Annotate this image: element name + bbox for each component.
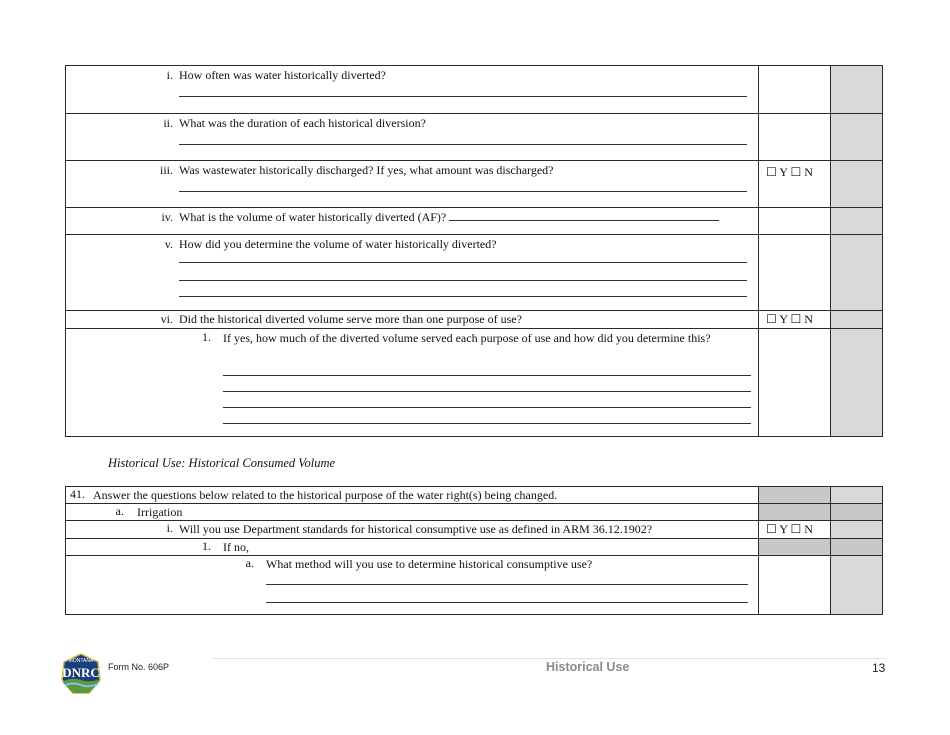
office-use-cell <box>831 66 883 114</box>
item-number: vi. <box>160 312 173 326</box>
office-use-cell <box>831 235 883 311</box>
question-text: How did you determine the volume of water historically diverted? <box>179 237 497 251</box>
question-cell <box>66 208 759 235</box>
answer-line[interactable] <box>179 262 747 263</box>
answer-cell[interactable] <box>759 66 831 114</box>
question-text: Irrigation <box>137 505 183 519</box>
office-use-cell <box>831 161 883 208</box>
question-text: How often was water historically diverted? <box>179 68 386 82</box>
yes-no-label[interactable]: ☐ Y ☐ N <box>766 522 813 536</box>
answer-cell[interactable] <box>759 114 831 161</box>
item-number: 1. <box>202 330 211 344</box>
table-row <box>66 161 883 208</box>
question-cell <box>66 556 759 615</box>
answer-line[interactable] <box>449 220 719 221</box>
item-number: a. <box>245 556 254 570</box>
office-use-cell <box>831 556 883 615</box>
yes-no-checkbox[interactable] <box>759 311 831 329</box>
table-row <box>66 208 883 235</box>
question-cell <box>66 539 759 556</box>
answer-line[interactable] <box>179 280 747 281</box>
table-row <box>66 504 883 521</box>
answer-cell[interactable] <box>759 208 831 235</box>
question-text: Answer the questions below related to the historical purpose of the water right(s) being changed. <box>93 488 558 502</box>
table-row <box>66 487 883 504</box>
office-use-cell <box>831 487 883 504</box>
historical-diversion-table <box>65 65 883 437</box>
historical-consumed-volume-table <box>65 486 883 615</box>
answer-line[interactable] <box>179 191 747 192</box>
item-number: i. <box>166 521 173 535</box>
question-text: If yes, how much of the diverted volume served each purpose of use and how did you determine this? <box>223 331 711 345</box>
answer-line[interactable] <box>179 96 747 97</box>
question-cell <box>66 487 759 504</box>
form-number: Form No. 606P <box>108 662 170 672</box>
answer-line[interactable] <box>223 423 751 424</box>
question-text: If no, <box>223 540 249 554</box>
item-number: 1. <box>202 539 211 553</box>
office-use-cell <box>831 311 883 329</box>
yes-no-checkbox[interactable] <box>759 521 831 539</box>
logo-text: DNRC <box>62 665 100 680</box>
office-use-cell <box>831 504 883 521</box>
answer-line[interactable] <box>179 296 747 297</box>
yes-no-checkbox[interactable] <box>759 161 831 208</box>
answer-line[interactable] <box>266 584 748 585</box>
section-heading: Historical Use: Historical Consumed Volume <box>108 456 336 470</box>
table-row <box>66 521 883 539</box>
question-text: What was the duration of each historical diversion? <box>179 116 426 130</box>
answer-line[interactable] <box>266 602 748 603</box>
page-number: 13 <box>872 661 886 675</box>
answer-line[interactable] <box>179 144 747 145</box>
question-text: Was wastewater historically discharged? If yes, what amount was discharged? <box>179 163 554 177</box>
table-row <box>66 114 883 161</box>
question-cell <box>66 66 759 114</box>
question-cell <box>66 311 759 329</box>
shaded-cell <box>759 504 831 521</box>
table-row <box>66 556 883 615</box>
shaded-cell <box>759 539 831 556</box>
item-number: a. <box>115 504 124 518</box>
office-use-cell <box>831 521 883 539</box>
question-cell <box>66 235 759 311</box>
office-use-cell <box>831 208 883 235</box>
answer-line[interactable] <box>223 375 751 376</box>
item-number: ii. <box>163 116 173 130</box>
question-text: Did the historical diverted volume serve more than one purpose of use? <box>179 312 522 326</box>
footer-divider <box>213 658 886 659</box>
office-use-cell <box>831 114 883 161</box>
yes-no-label[interactable]: ☐ Y ☐ N <box>766 165 813 179</box>
question-cell <box>66 114 759 161</box>
office-use-cell <box>831 539 883 556</box>
logo-arc-text: MONTANA <box>68 658 94 664</box>
table-row <box>66 329 883 437</box>
answer-cell[interactable] <box>759 235 831 311</box>
question-cell <box>66 521 759 539</box>
table-row <box>66 539 883 556</box>
item-number: v. <box>164 237 173 251</box>
question-cell <box>66 329 759 437</box>
table-row <box>66 311 883 329</box>
question-cell <box>66 504 759 521</box>
question-text: Will you use Department standards for historical consumptive use as defined in ARM 36.12.1902? <box>179 522 653 536</box>
footer-title: Historical Use <box>546 660 630 674</box>
item-number: 41. <box>70 487 85 501</box>
dnrc-logo <box>60 653 102 695</box>
question-cell <box>66 161 759 208</box>
table-row <box>66 235 883 311</box>
question-text: What method will you use to determine historical consumptive use? <box>266 557 593 571</box>
item-number: iii. <box>159 163 173 177</box>
answer-cell[interactable] <box>759 329 831 437</box>
answer-cell[interactable] <box>759 556 831 615</box>
question-text-with-line <box>179 209 719 225</box>
shaded-cell <box>759 487 831 504</box>
question-text: What is the volume of water historically diverted (AF)? <box>179 210 447 224</box>
item-number: i. <box>166 68 173 82</box>
table-row <box>66 66 883 114</box>
item-number: iv. <box>161 210 173 224</box>
answer-line[interactable] <box>223 407 751 408</box>
office-use-cell <box>831 329 883 437</box>
yes-no-label[interactable]: ☐ Y ☐ N <box>766 312 813 326</box>
answer-line[interactable] <box>223 391 751 392</box>
